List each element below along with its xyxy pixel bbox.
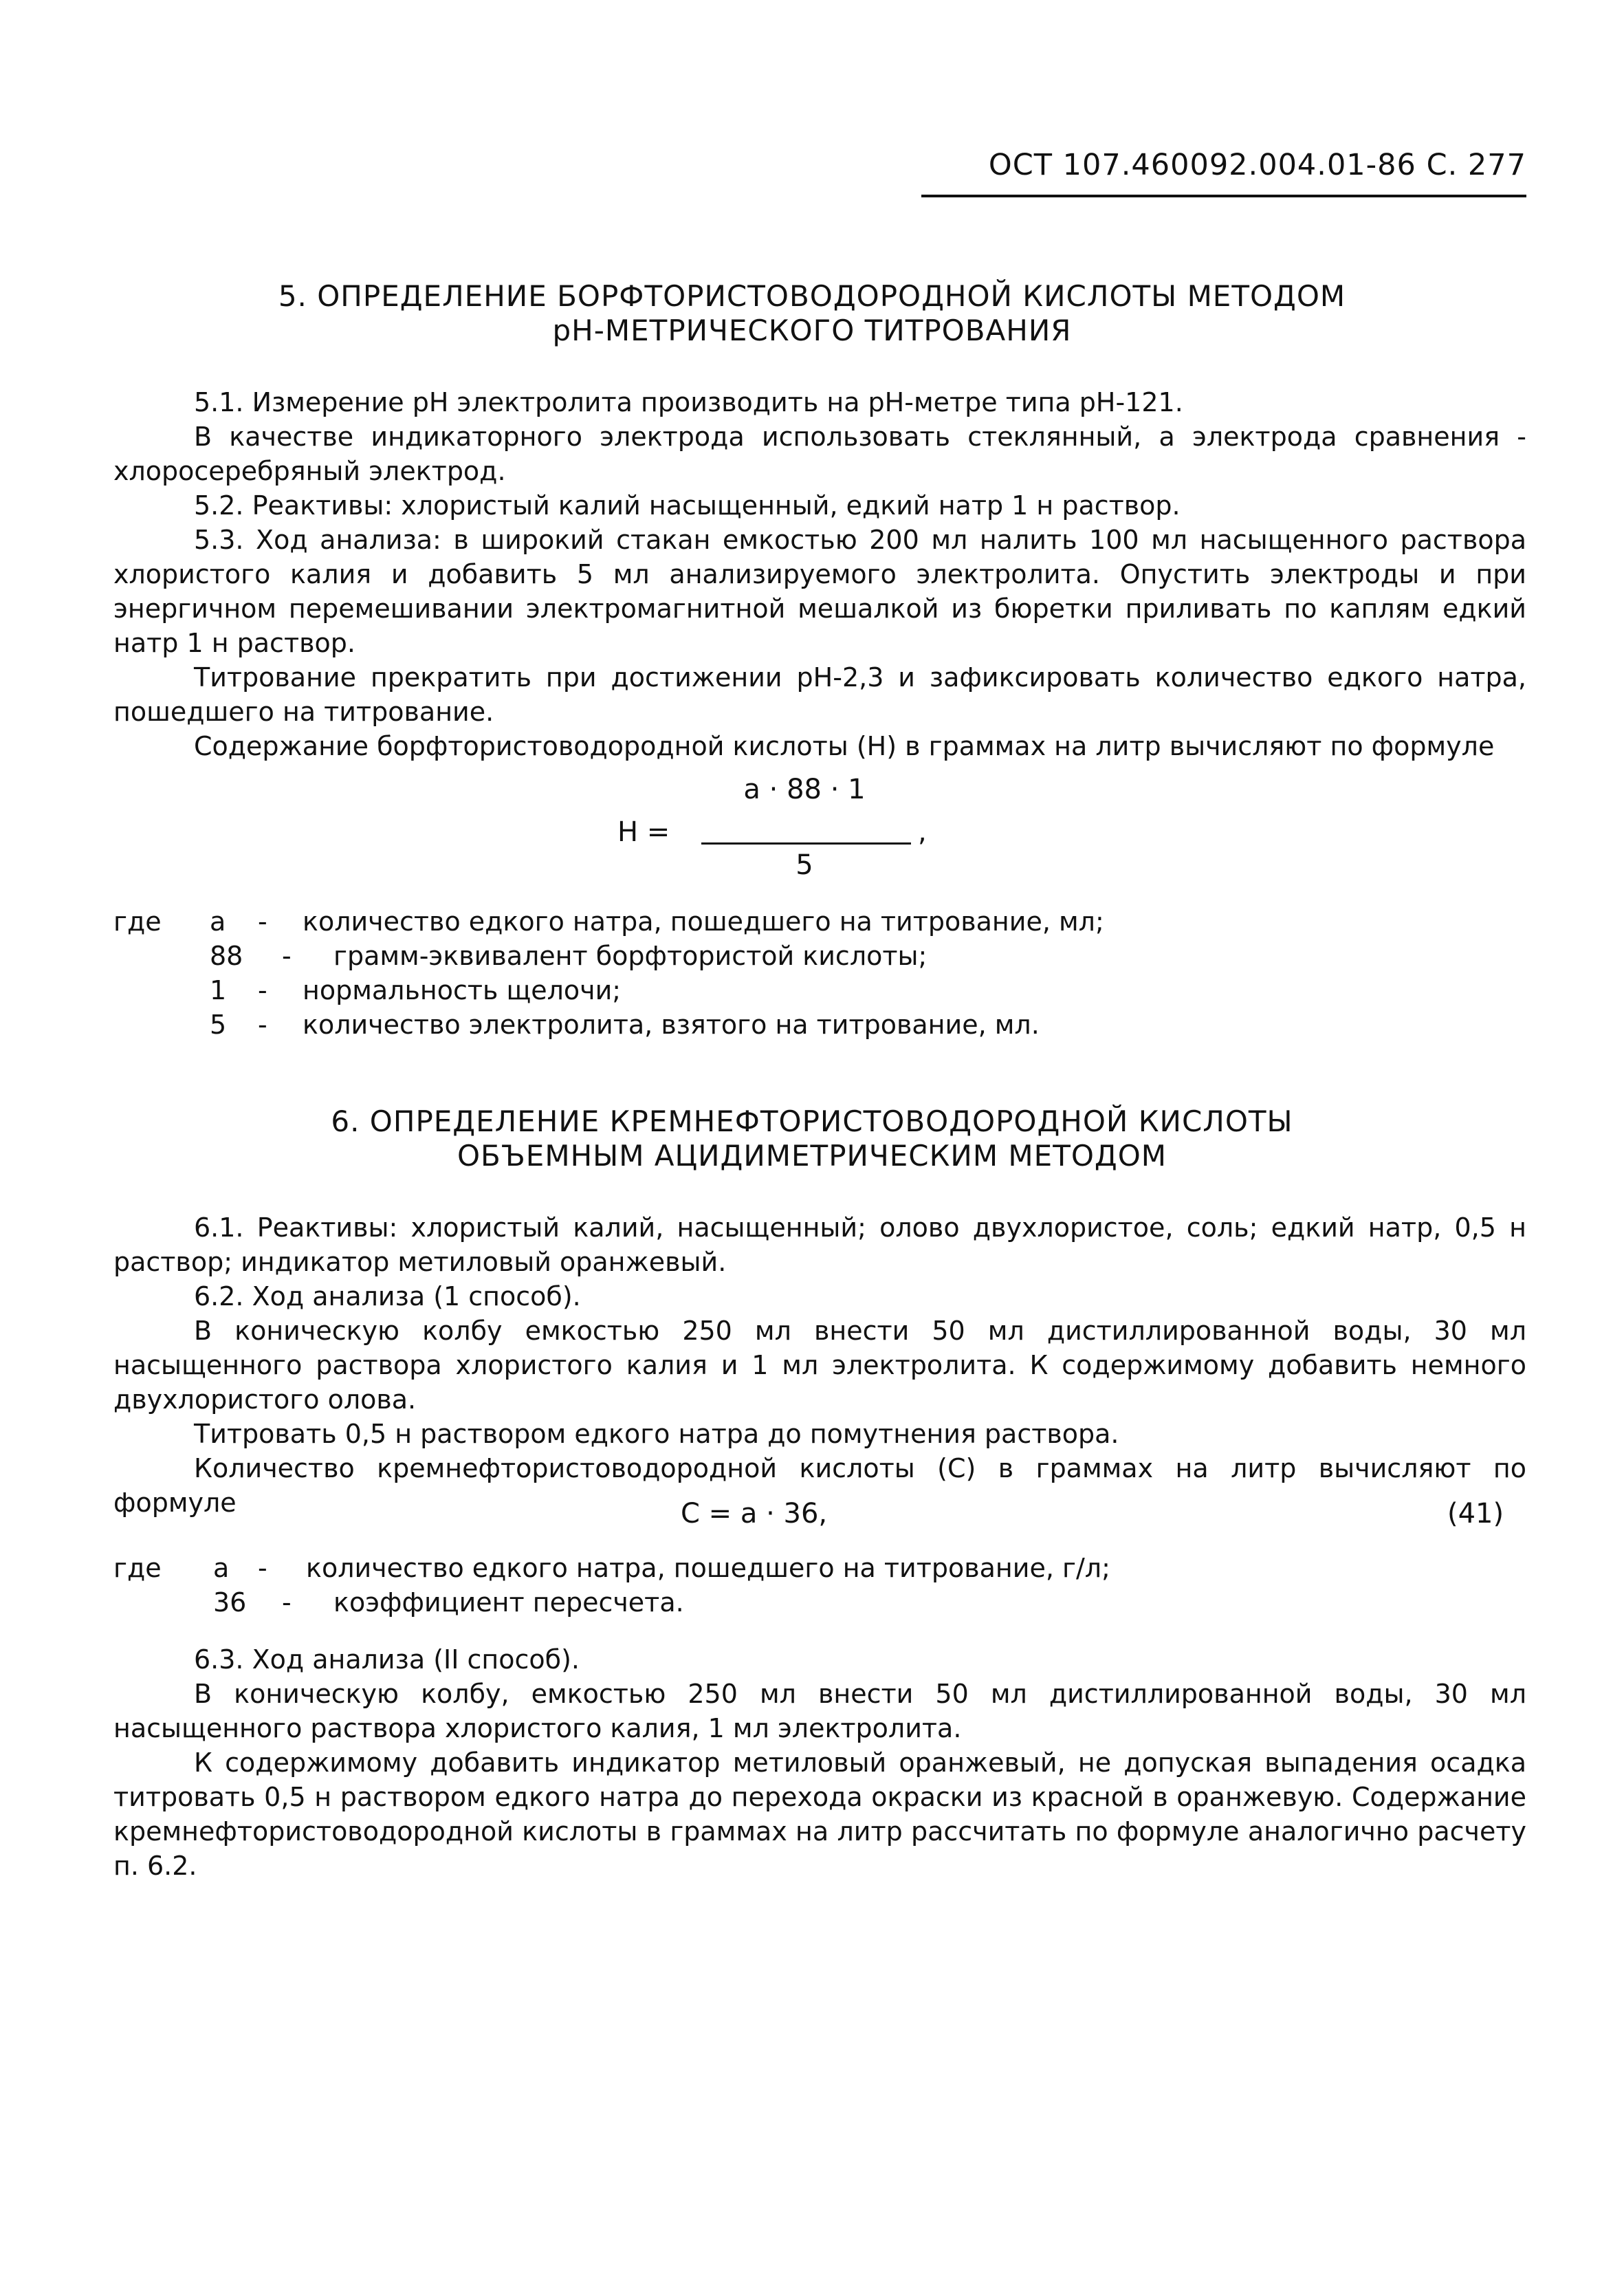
section5-para-content: Содержание борфтористоводородной кислоты (Н) в граммах на литр вычисляют по формуле	[194, 731, 1495, 761]
section5-para-titration: Титрование прекратить при достижении pH-2,3 и зафиксировать количество едкого натра, пошедшего на титрование.	[113, 662, 1526, 727]
definition-text: нормальность щелочи;	[303, 975, 622, 1005]
definition-dash: -	[258, 975, 267, 1005]
section6-para-6-2: 6.2. Ход анализа (1 способ).	[194, 1281, 581, 1311]
definition-text: количество едкого натра, пошедшего на титрование, г/л;	[306, 1553, 1110, 1583]
definition-symbol: а	[213, 1553, 230, 1583]
section5-title-line2: pH-МЕТРИЧЕСКОГО ТИТРОВАНИЯ	[552, 314, 1072, 347]
where-label: где	[113, 906, 162, 937]
formula-number: (41)	[1447, 1498, 1504, 1530]
formula-h-lhs: Н =	[617, 816, 670, 848]
definition-text: количество едкого натра, пошедшего на титрование, мл;	[303, 906, 1104, 937]
definition-symbol: 36	[213, 1587, 247, 1618]
section6-title-line1: 6. ОПРЕДЕЛЕНИЕ КРЕМНЕФТОРИСТОВОДОРОДНОЙ КИСЛОТЫ	[331, 1104, 1293, 1138]
definition-text: грамм-эквивалент борфтористой кислоты;	[333, 941, 928, 971]
definition-symbol: 88	[210, 941, 243, 971]
definition-dash: -	[258, 1010, 267, 1040]
section6-para-indicator: К содержимому добавить индикатор метиловый оранжевый, не допуская выпадения осадка титровать 0,5 н раствором едкого натра до перехода окраски из красной в оранжевую. Содержание кремнефтористоводородной кислоты в граммах на литр рассчитать по формуле аналогично расчету п. 6.2.	[113, 1748, 1526, 1881]
definition-symbol: 5	[210, 1010, 227, 1040]
section6-title-line2: ОБЪЕМНЫМ АЦИДИМЕТРИЧЕСКИМ МЕТОДОМ	[457, 1139, 1167, 1173]
where-label: где	[113, 1553, 162, 1583]
definition-text: количество электролита, взятого на титрование, мл.	[303, 1010, 1040, 1040]
formula-h-denominator: 5	[795, 849, 813, 881]
definition-symbol: 1	[210, 975, 227, 1005]
section6-para-6-3: 6.3. Ход анализа (II способ).	[194, 1644, 580, 1675]
section6-para-flask2: В коническую колбу, емкостью 250 мл внести 50 мл дистиллированной воды, 30 мл насыщенного раствора хлористого калия, 1 мл электролита.	[113, 1679, 1526, 1743]
section6-para-flask1: В коническую колбу емкостью 250 мл внести 50 мл дистиллированной воды, 30 мл насыщенного раствора хлористого калия и 1 мл электролита. К содержимому добавить немного двухлористого олова.	[113, 1316, 1526, 1415]
section5-para-5-2: 5.2. Реактивы: хлористый калий насыщенный, едкий натр 1 н раствор.	[194, 490, 1181, 521]
formula-h	[605, 774, 963, 891]
formula-h-numerator: а · 88 · 1	[743, 774, 866, 805]
definition-text: коэффициент пересчета.	[333, 1587, 684, 1618]
section5-title-line1: 5. ОПРЕДЕЛЕНИЕ БОРФТОРИСТОВОДОРОДНОЙ КИСЛОТЫ МЕТОДОМ	[278, 279, 1346, 313]
fraction-bar	[701, 842, 911, 845]
definition-dash: -	[258, 906, 267, 937]
section5-para-5-3: 5.3. Ход анализа: в широкий стакан емкостью 200 мл налить 100 мл насыщенного раствора хлористого калия и добавить 5 мл анализируемого электролита. Опустить электроды и при энергичном перемешивании электромагнитной мешалкой из бюретки приливать по каплям едкий натр 1 н раствор.	[113, 525, 1526, 658]
definition-symbol: а	[210, 906, 226, 937]
definition-dash: -	[258, 1553, 267, 1583]
section5-para-electrode: В качестве индикаторного электрода использовать стеклянный, а электрода сравнения - хлоросеребряный электрод.	[113, 422, 1526, 486]
formula-c: С = а · 36,	[681, 1498, 828, 1530]
section6-para-6-1: 6.1. Реактивы: хлористый калий, насыщенный; олово двухлористое, соль; едкий натр, 0,5 н раствор; индикатор метиловый оранжевый.	[113, 1212, 1526, 1277]
definition-dash: -	[282, 941, 292, 971]
section6-para-quantity: Количество кремнефтористоводородной кислоты (С) в граммах на литр вычисляют по формуле	[113, 1453, 1526, 1518]
page-header: ОСТ 107.460092.004.01-86 С. 277	[921, 148, 1526, 197]
section6-para-titrate: Титровать 0,5 н раствором едкого натра до помутнения раствора.	[194, 1419, 1119, 1449]
section5-para-5-1: 5.1. Измерение pH электролита производить на pH-метре типа pH-121.	[194, 387, 1183, 417]
formula-h-comma: ,	[918, 816, 927, 848]
definition-dash: -	[282, 1587, 292, 1618]
